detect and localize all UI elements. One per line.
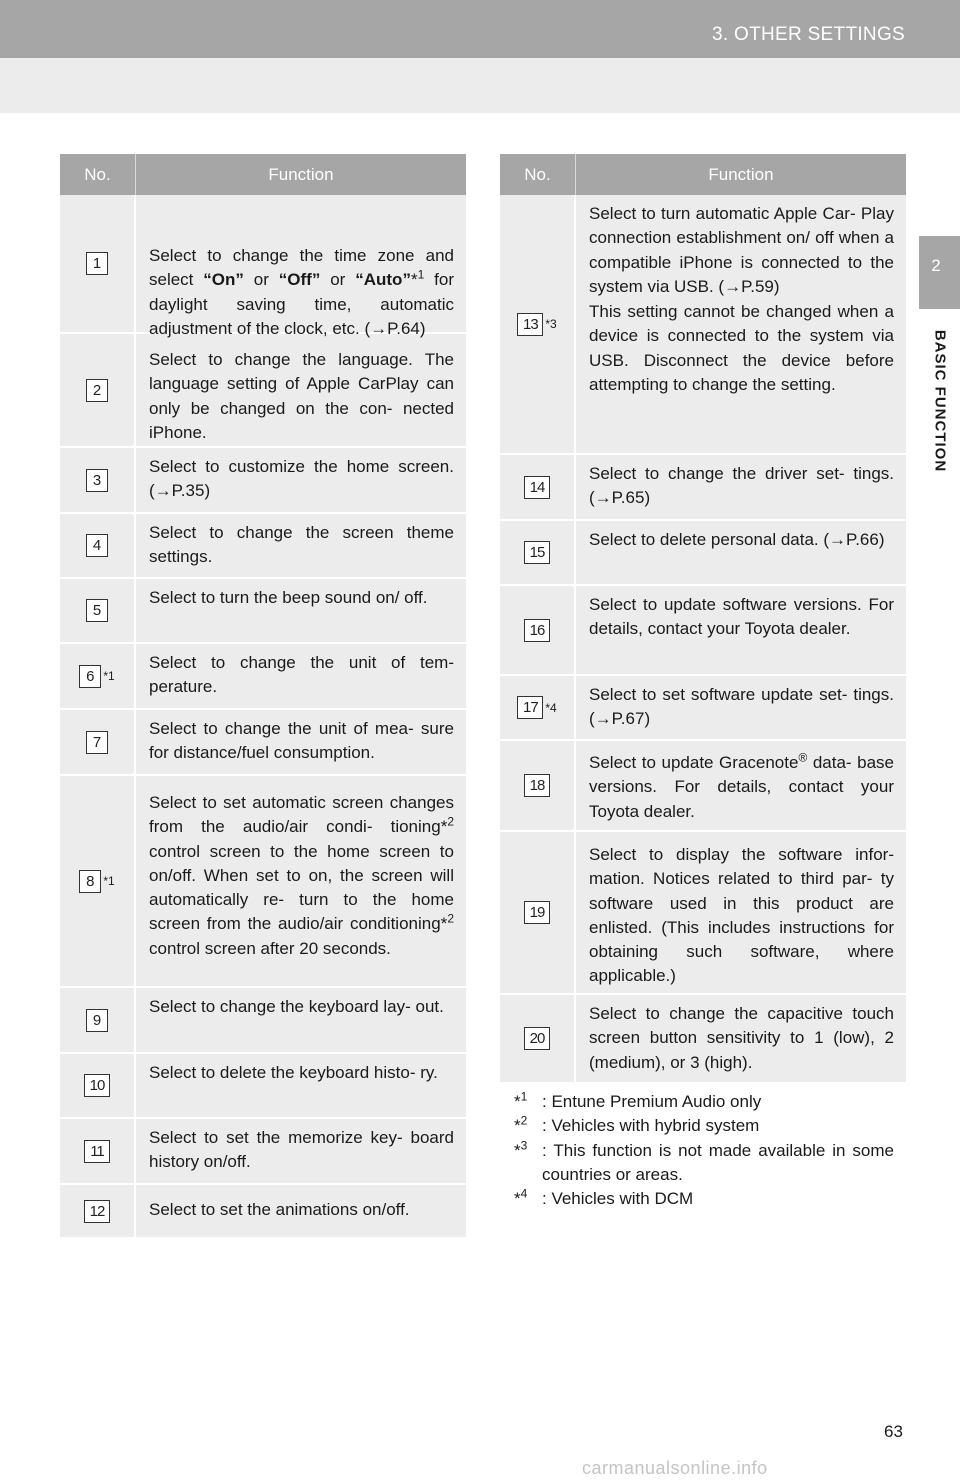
function-description: Select to change the unit of mea- sure for distance/fuel consumption. [149, 719, 454, 763]
table-row [60, 1054, 466, 1119]
footnote-ref: *3 [545, 317, 557, 331]
function-description: Select to change the language. The language setting of Apple CarPlay can only be changed on the con- nected iPhone. [149, 350, 454, 442]
footnote: *$^1$ : Entune Premium Audio only [514, 1089, 762, 1111]
item-number-badge: 14 [524, 476, 550, 499]
chapter-number: 2 [931, 256, 941, 275]
item-number-badge: 2 [86, 379, 108, 402]
chapter-label: BASIC FUNCTION [931, 329, 949, 473]
table-row [60, 448, 466, 514]
item-number-badge: 3 [86, 469, 108, 492]
item-number-badge: 9 [86, 1009, 108, 1032]
item-number-badge: 13 [517, 313, 543, 336]
item-number-badge: 7 [86, 731, 108, 754]
table-row [500, 195, 906, 455]
footnotes [514, 1090, 894, 1211]
item-number-badge: 8 [79, 870, 101, 893]
footnote-ref: *1 [103, 874, 115, 888]
table-row [500, 586, 906, 676]
table-row [500, 676, 906, 741]
header-band [0, 58, 960, 113]
watermark: carmanualsonline.info [582, 1458, 768, 1478]
function-description: Select to turn the beep sound on/ off. [149, 588, 428, 607]
table-row [500, 995, 906, 1082]
table-row [60, 1119, 466, 1185]
function-description: Select to change the time zone and select “On” or “Off” or “Auto”*$^1$ for daylight saving time, automatic adjustment of the clock, etc. (→P.64) [149, 246, 454, 338]
table-row [60, 988, 466, 1054]
table-row [60, 334, 466, 448]
header-no: No. [500, 154, 576, 195]
item-number-badge: 6 [79, 665, 101, 688]
function-description: Select to delete personal data. (→P.66) [589, 530, 885, 549]
settings-table-right [500, 154, 906, 1082]
table-row [500, 832, 906, 995]
item-number-badge: 15 [524, 541, 550, 564]
function-description: Select to set the animations on/off. [149, 1200, 410, 1219]
footnote: *$^4$ : Vehicles with DCM [514, 1186, 694, 1209]
table-row [60, 710, 466, 776]
page-number: 63 [884, 1422, 903, 1441]
function-description: Select to update Gracenote® data- base versions. For details, contact your Toyota dealer. [589, 750, 894, 821]
item-number-badge: 19 [524, 901, 550, 924]
function-description: Select to change the screen theme settings. [149, 523, 454, 567]
table-header [500, 154, 906, 195]
function-description: Select to change the driver set- tings. (→P.65) [589, 464, 894, 508]
table-row [500, 741, 906, 832]
item-number-badge: 17 [517, 696, 543, 719]
footnote: *$^3$ : This function is not made available in some countries or areas. [514, 1137, 894, 1184]
item-number-badge: 20 [524, 1027, 550, 1050]
footnote-ref: *4 [545, 700, 557, 715]
footnote-ref: *1 [103, 669, 115, 683]
table-row [60, 644, 466, 710]
table-row [60, 776, 466, 988]
footnote: *$^2$ : Vehicles with hybrid system [514, 1113, 760, 1136]
function-description: Select to update software versions. For details, contact your Toyota dealer. [589, 595, 894, 639]
item-number-badge: 16 [524, 619, 550, 642]
table-row [60, 1185, 466, 1237]
item-number-badge: 5 [86, 599, 108, 622]
function-description: Select to change the unit of tem- perature. [149, 653, 454, 697]
table-row [500, 521, 906, 586]
function-description: Select to display the software infor- mation. Notices related to third par- ty software used in this product are enlisted. (This includes instructions for obtaining such software, where applicable.) [589, 845, 894, 986]
table-row [60, 579, 466, 644]
table-row [500, 455, 906, 521]
table-header [60, 154, 466, 195]
header-no: No. [60, 154, 136, 195]
function-description: Select to turn automatic Apple Car- Play connection establishment on/ off when a compatible iPhone is connected to the system via USB. (→P.59) This setting cannot be changed when a device is connected to the system via USB. Disconnect the device before attempting to change the setting. [589, 204, 894, 395]
header-function: Function [708, 164, 774, 184]
item-number-badge: 4 [86, 534, 108, 557]
item-number-badge: 18 [524, 774, 550, 797]
function-description: Select to change the keyboard lay- out. [149, 997, 444, 1016]
function-description: Select to set software update set- tings. (→P.67) [589, 685, 894, 729]
function-description: Select to set automatic screen changes from the audio/air condi- tioning*$^2$ control screen to the home screen to on/off. When set to on, the screen will automatically re- turn to the home screen from the audio/air conditioning*$^2$ control screen after 20 seconds. [149, 793, 454, 958]
table-row [60, 195, 466, 338]
function-description: Select to customize the home screen. (→P.35) [149, 457, 454, 501]
table-row [60, 514, 466, 579]
header-function: Function [268, 164, 334, 184]
function-description: Select to set the memorize key- board history on/off. [149, 1128, 454, 1172]
item-number-badge: 1 [86, 252, 108, 275]
function-description: Select to change the capacitive touch screen button sensitivity to 1 (low), 2 (medium), or 3 (high). [589, 1004, 894, 1072]
settings-table-left [60, 154, 466, 1237]
item-number-badge: 10 [84, 1074, 110, 1097]
section-title: 3. OTHER SETTINGS [711, 24, 905, 45]
item-number-badge: 12 [84, 1200, 110, 1223]
item-number-badge: 11 [84, 1140, 110, 1163]
function-description: Select to delete the keyboard histo- ry. [149, 1063, 438, 1082]
